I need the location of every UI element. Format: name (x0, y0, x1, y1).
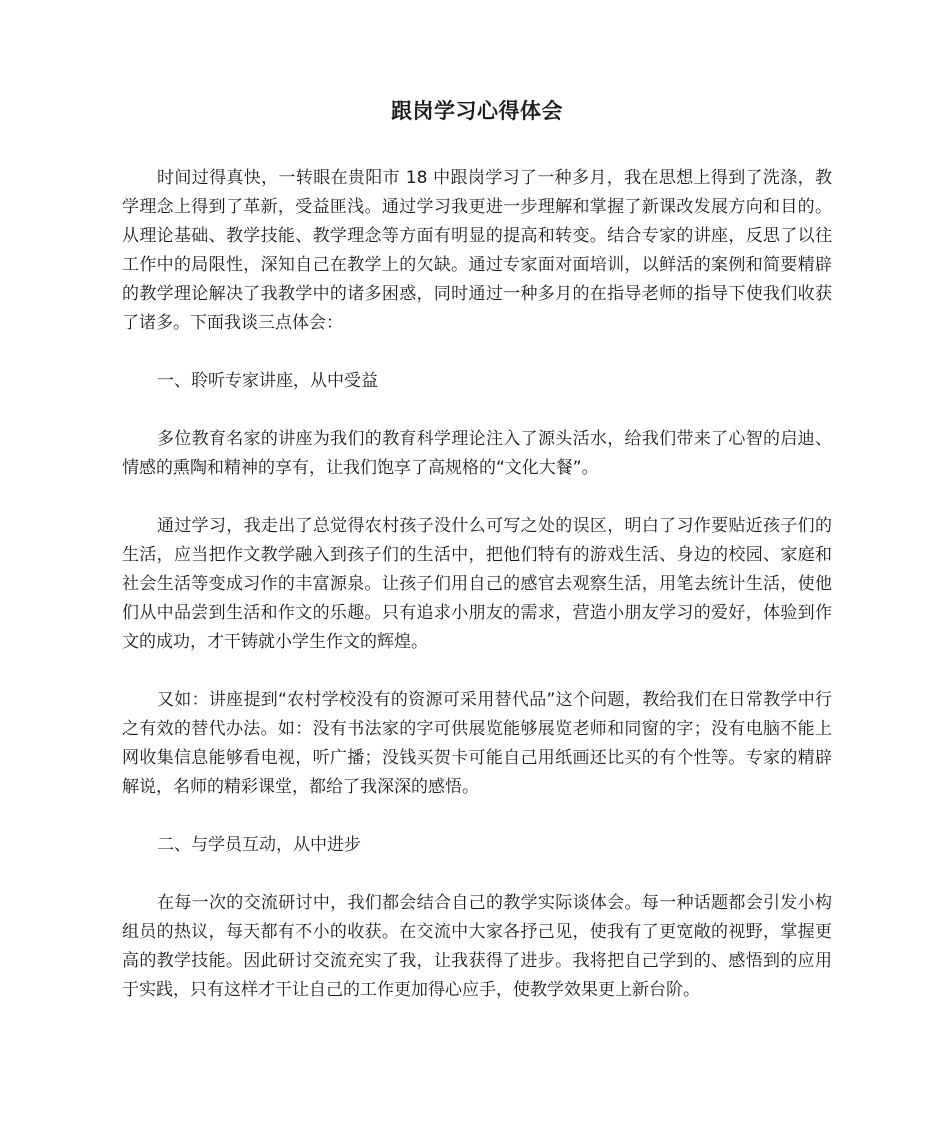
paragraph-example: 又如：讲座提到“农村学校没有的资源可采用替代品”这个问题，教给我们在日常教学中行之有效的替代办法。如：没有书法家的字可供展览能够展览老师和同窗的字；没有电脑不能上网收集信息能够看电视，听广播；没钱买贺卡可能自己用纸画还比买的有个性等。专家的精辟解说，名师的精彩课堂，都给了我深深的感悟。 (122, 690, 832, 797)
section-heading-2: 二、与学员互动，从中进步 (157, 835, 361, 855)
document-title: 跟岗学习心得体会 (391, 99, 563, 123)
section-heading-1: 一、聆听专家讲座，从中受益 (157, 371, 378, 391)
paragraph-lectures: 多位教育名家的讲座为我们的教育科学理论注入了源头活水，给我们带来了心智的启迪、情感的熏陶和精神的享有，让我们饱享了高规格的“文化大餐”。 (122, 429, 832, 478)
document-page (122, 96, 832, 1034)
intro-paragraph: 时间过得真快，一转眼在贵阳市 18 中跟岗学习了一种多月，我在思想上得到了洗涤，教学理念上得到了革新，受益匪浅。通过学习我更进一步理解和掌握了新课改发展方向和目的。从理论基础、教学技能、教学理念等方面有明显的提高和转变。结合专家的讲座，反思了以往工作中的局限性，深知自己在教学上的欠缺。通过专家面对面培训，以鲜活的案例和简要精辟的教学理论解决了我教学中的诸多困惑，同时通过一种多月的在指导老师的指导下使我们收获了诸多。下面我谈三点体会： (122, 168, 832, 333)
paragraph-learning: 通过学习，我走出了总觉得农村孩子没什么可写之处的误区，明白了习作要贴近孩子们的生活，应当把作文教学融入到孩子们的生活中，把他们特有的游戏生活、身边的校园、家庭和社会生活等变成习作的丰富源泉。让孩子们用自己的感官去观察生活，用笔去统计生活，使他们从中品尝到生活和作文的乐趣。只有追求小朋友的需求，营造小朋友学习的爱好，体验到作文的成功，才干铸就小学生作文的辉煌。 (122, 516, 832, 652)
paragraph-interaction: 在每一次的交流研讨中，我们都会结合自己的教学实际谈体会。每一种话题都会引发小构组员的热议，每天都有不小的收获。在交流中大家各抒己见，使我有了更宽敞的视野，掌握更高的教学技能。因此研讨交流充实了我，让我获得了进步。我将把自己学到的、感悟到的应用于实践，只有这样才干让自己的工作更加得心应手，使教学效果更上新台阶。 (122, 893, 832, 1000)
